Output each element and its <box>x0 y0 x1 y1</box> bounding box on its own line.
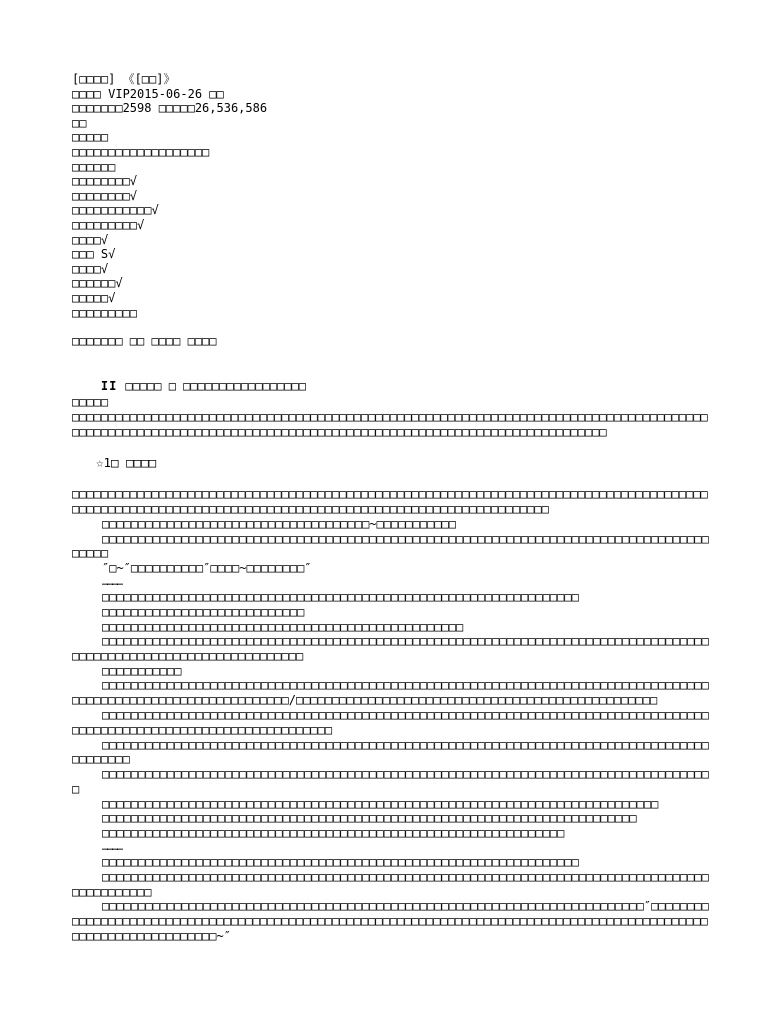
meta-line: □□□□□□ <box>72 159 116 174</box>
section-title: □□□□□ □ □□□□□□□□□□□□□□□□□ <box>125 379 306 394</box>
meta-line: □□□□□□□□□√ <box>72 217 145 232</box>
body-paragraph: □□□□□□□□□□□□□□□□□□□□□□□□□□□□□□□□□□□□□□□□□□□□□□□□□□□□□□□□□□□□□□□□□□□□□□□□□□□□□□□□□□□□□□□□□□□□ <box>72 737 709 767</box>
body-line: □□□□□□□□□□□□□□□□□□□□□□□□□□□□□□□□□□□□□□□□□□□□□□□□□□□□□□□□□□□□□□□□□□ <box>102 855 579 870</box>
chapter-heading: ☆1□ □□□□ <box>96 455 157 471</box>
body-paragraph: □□□□□□□□□□□□□□□□□□□□□□□□□□□□□□□□□□□□□□□□□□□□□□□□□□□□□□□□□□□□□□□□□□□□□□□□□□□□□□□□□□□□□□□□□□□□□□□□□□□□□□□□□□□□□□□□□□□□ <box>72 634 709 664</box>
body-line: □□□□□□□□□□□□□□□□□□□□□□□□□□□□□□□□□□□□□□□□□□□□□□□□□□□□□□□□□□□□□□□□ <box>102 825 565 840</box>
intro-heading: □□□□□ <box>72 395 109 410</box>
body-line: ″□~″□□□□□□□□□□″□□□□~□□□□□□□□″ <box>102 561 312 576</box>
section-mark-icon: II <box>100 379 118 394</box>
meta-list <box>72 116 712 320</box>
spacer <box>72 349 712 365</box>
body-line: □□□□□□□□□□□ <box>102 663 182 678</box>
body-paragraph: □□□□□□□□□□□□□□□□□□□□□□□□□□□□□□□□□□□□□□□□□□□□□□□□□□□□□□□□□□□□□□□□□□□□□□□□□□□□□□□□□□□□□□□□□□□□□□□□□□□□□□□□□□□□□□□□□□□□□□□□ <box>72 708 709 737</box>
document-stats: □□□□□□□2598 □□□□□26,536,586 <box>72 101 268 116</box>
tags-line: □□□□□□□ □□ □□□□ □□□□ <box>72 334 217 349</box>
spacer <box>72 471 712 487</box>
meta-line: □□□□□□□□√ <box>72 174 138 189</box>
body-paragraph: □□□□□□□□□□□□□□□□□□□□□□□□□□□□□□□□□□□□□□□□□□□□□□□□□□□□□□□□□□□□□□□□□□□□□□□□□□□□□□□□□□□□□□□□□□□□□□□□□□□□□□□□□□□□□□□□□□□□□□□□□□□□□□□□□□□□□□□□□□□□□□□□□□□□□□□□□□ <box>72 487 708 517</box>
document-page <box>72 72 712 944</box>
body-line: □□□□□□□□□□□□□□□□□□□□□□□□□□□□□□□□□□□□□~□□□□□□□□□□□ <box>102 517 457 532</box>
body-paragraph: □□□□□□□□□□□□□□□□□□□□□□□□□□□□□□□□□□□□□□□□□□□□□□□□□□□□□□□□□□□□□□□□□□□□□□□□□□□□□□□□□□□□□□□□□□□□□□□ <box>72 869 709 899</box>
body-paragraph: □□□□□□□□□□□□□□□□□□□□□□□□□□□□□□□□□□□□□□□□□□□□□□□□□□□□□□□□□□□□□□□□□□□□□□□□□□□□□□□□□□□□□ <box>72 767 709 796</box>
meta-line: □□□□√ <box>72 261 109 276</box>
body-paragraph: □□□□□□□□□□□□□□□□□□□□□□□□□□□□□□□□□□□□□□□□□□□□□□□□□□□□□□□□□□□□□□□□□□□□□□□□□□□□□□□□□□□□□□□□□□□□□□□□□□□□□□□□□□□□□□□□□□/□□□□□□□□□□□□□□□□□□□□□□□□□□□□□□□□□□□□□□□□□□□□□□□□□□ <box>72 678 709 708</box>
body-line: □□□□□□□□□□□□□□□□□□□□□□□□□□□□ <box>102 605 305 620</box>
meta-line: □□□□√ <box>72 232 109 247</box>
spacer <box>72 320 712 334</box>
body-line: □□□□□□□□□□□□□□□□□□□□□□□□□□□□□□□□□□□□□□□□□□□□□□□□□□□□□□□□□□□□□□□□□□ <box>102 590 579 605</box>
body-paragraph: □□□□□□□□□□□□□□□□□□□□□□□□□□□□□□□□□□□□□□□□□□□□□□□□□□□□□□□□□□□□□□□□□□□□□□□□□□□□□□□□□□□□□□□□□ <box>72 531 709 561</box>
body-paragraph: □□□□□□□□□□□□□□□□□□□□□□□□□□□□□□□□□□□□□□□□□□□□□□□□□□□□□□□□□□□□□□□□□□□□□□□□□□□″□□□□□□□□□□□□□□□□□□□□□□□□□□□□□□□□□□□□□□□□□□□□□□□□□□□□□□□□□□□□□□□□□□□□□□□□□□□□□□□□□□□□□□□□□□□□□□□□□□□□□□□□□□□□□□□□□□□□~″ <box>72 899 709 943</box>
meta-line: □□□ S√ <box>72 247 116 262</box>
meta-line: □□□□□□□□□ <box>72 305 138 320</box>
body-line: □□□□□□□□□□□□□□□□□□□□□□□□□□□□□□□□□□□□□□□□□□□□□□□□□□□□□□□□□□□□□□□□□□□□□□□□□□□□□ <box>102 796 659 811</box>
meta-line: □□□□□□□□□□□√ <box>72 203 159 218</box>
meta-line: □□□□□ <box>72 130 109 145</box>
meta-line: □□□□□√ <box>72 290 116 305</box>
body-line: □□□□□□□□□□□□□□□□□□□□□□□□□□□□□□□□□□□□□□□□□□□□□□□□□□ <box>102 619 464 634</box>
intro-paragraph: □□□□□□□□□□□□□□□□□□□□□□□□□□□□□□□□□□□□□□□□□□□□□□□□□□□□□□□□□□□□□□□□□□□□□□□□□□□□□□□□□□□□□□□□□□□□□□□□□□□□□□□□□□□□□□□□□□□□□□□□□□□□□□□□□□□□□□□□□□□□□□□□□□□□□□□□□□□□□□□□□□ <box>72 409 708 439</box>
spacer <box>72 439 712 455</box>
ellipsis-line: ………… <box>102 841 123 853</box>
document-title: [□□□□] 《[□□]》 <box>72 72 176 86</box>
meta-line: □□□□□□□□√ <box>72 188 138 203</box>
meta-line: □□□□□□√ <box>72 276 123 291</box>
meta-line: □□ <box>72 115 87 130</box>
section-header <box>72 365 712 394</box>
chapter-body <box>72 487 712 943</box>
meta-line: □□□□□□□□□□□□□□□□□□□ <box>72 144 210 159</box>
document-status: □□□□ VIP2015-06-26 □□ <box>72 86 224 101</box>
body-line: □□□□□□□□□□□□□□□□□□□□□□□□□□□□□□□□□□□□□□□□□□□□□□□□□□□□□□□□□□□□□□□□□□□□□□□□□□ <box>102 811 637 826</box>
ellipsis-line: ………… <box>102 576 123 588</box>
